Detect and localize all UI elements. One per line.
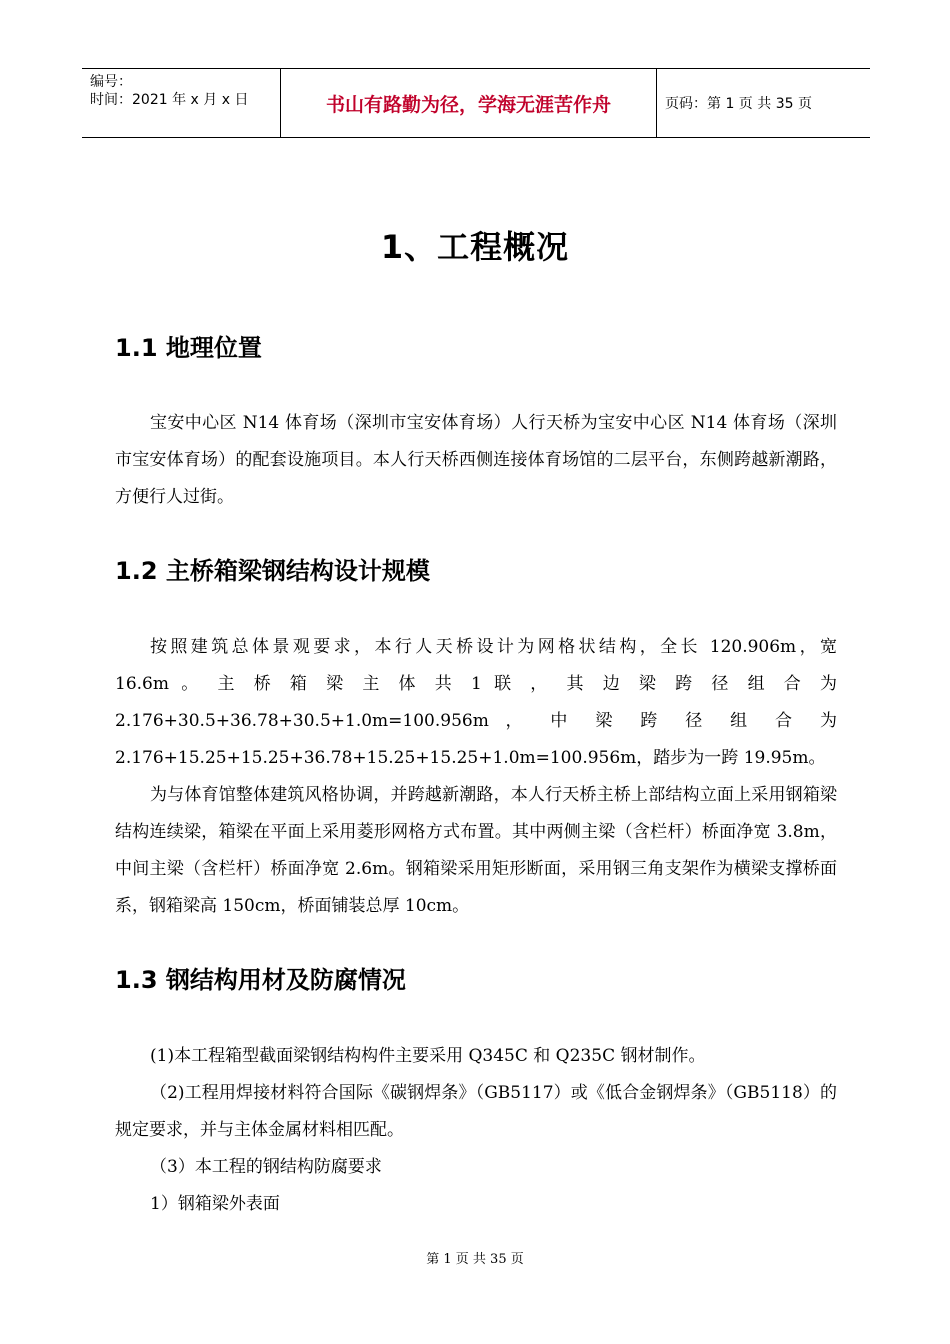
section-1-2-line-2: 16.6m 。 主 桥 箱 梁 主 体 共 1 联 ， 其 边 梁 跨 径 组 合 为: [115, 674, 837, 694]
section-1-3-item-2: （2)工程用焊接材料符合国际《碳钢焊条》（GB5117）或《低合金钢焊条》（GB5118）的规定要求，并与主体金属材料相匹配。: [115, 1083, 837, 1140]
section-1-2-line-3: 2.176+30.5+36.78+30.5+1.0m=100.956m ， 中 梁 跨 径 组 合 为: [115, 711, 837, 731]
header-page-info: 页码：第 1 页 共 35 页: [665, 96, 812, 112]
section-1-2-line-1: 按照建筑总体景观要求，本行人天桥设计为网格状结构，全长 120.906m，宽: [150, 637, 837, 657]
page-header: [82, 68, 870, 138]
section-heading-1-3: 1.3 钢结构用材及防腐情况: [115, 966, 406, 994]
header-motto: 书山有路勤为径，学海无涯苦作舟: [281, 69, 657, 137]
section-1-1-paragraph: 宝安中心区 N14 体育场（深圳市宝安体育场）人行天桥为宝安中心区 N14 体育场（深圳市宝安体育场）的配套设施项目。本人行天桥西侧连接体育场馆的二层平台，东侧跨越新潮路，方便行人过街。: [115, 413, 837, 507]
header-number: 编号：: [90, 74, 132, 90]
section-heading-1-1: 1.1 地理位置: [115, 334, 262, 362]
section-1-3-item-4: 1）钢箱梁外表面: [150, 1194, 280, 1214]
section-1-3-item-3: （3）本工程的钢结构防腐要求: [150, 1157, 382, 1177]
page-footer: 第 1 页 共 35 页: [426, 1252, 524, 1267]
header-time: 时间：2021 年 x 月 x 日: [90, 92, 249, 108]
section-heading-1-2: 1.2 主桥箱梁钢结构设计规模: [115, 557, 430, 585]
section-1-3-item-1: (1)本工程箱型截面梁钢结构构件主要采用 Q345C 和 Q235C 钢材制作。: [150, 1046, 706, 1066]
section-1-2-paragraph-2: 为与体育馆整体建筑风格协调，并跨越新潮路，本人行天桥主桥上部结构立面上采用钢箱梁结构连续梁，箱梁在平面上采用菱形网格方式布置。其中两侧主梁（含栏杆）桥面净宽 3.8m，中间主梁（含栏杆）桥面净宽 2.6m。钢箱梁采用矩形断面，采用钢三角支架作为横梁支撑桥面系，钢箱梁高 150cm，桥面铺装总厚 10cm。: [115, 785, 837, 916]
document-title: 1、工程概况: [380, 228, 570, 266]
section-1-2-line-4: 2.176+15.25+15.25+36.78+15.25+15.25+1.0m=100.956m，踏步为一跨 19.95m。: [115, 748, 826, 768]
header-meta: [82, 69, 281, 137]
